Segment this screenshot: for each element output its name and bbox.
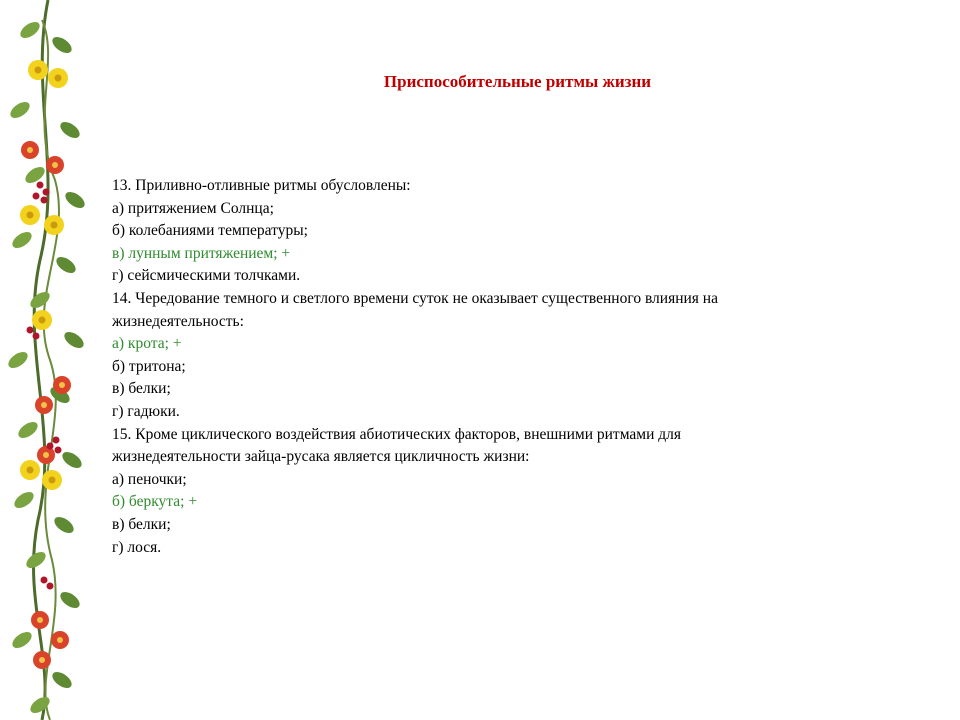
berry-shape [33, 333, 40, 340]
berry-shape [55, 447, 62, 454]
flower-center-shape [37, 617, 43, 623]
question-text: жизнедеятельность: [112, 312, 244, 330]
leaf-shape [6, 349, 31, 371]
leaf-shape [12, 489, 37, 511]
flower-center-shape [41, 402, 47, 408]
answer-option: а) притяжением Солнца; [112, 199, 274, 217]
answer-option-correct: в) лунным притяжением; + [112, 244, 291, 262]
page-title: Приспособительные ритмы жизни [383, 72, 652, 91]
question-text: 14. Чередование темного и светлого времени суток не оказывает существенного влияния на [112, 289, 718, 307]
flower-center-shape [39, 317, 46, 324]
answer-option: г) лося. [112, 538, 162, 556]
question-3 [112, 424, 892, 560]
answer-option: г) гадюки. [112, 402, 180, 420]
flower-center-shape [27, 467, 34, 474]
berry-shape [37, 182, 44, 189]
berry-shape [33, 193, 40, 200]
leaf-shape [18, 19, 43, 41]
flower-center-shape [49, 477, 56, 484]
berry-shape [53, 437, 60, 444]
leaf-shape [28, 289, 53, 311]
leaf-shape [60, 449, 85, 471]
answer-option-correct: а) крота; + [112, 335, 182, 353]
question-list [112, 175, 892, 559]
berry-shape [47, 443, 54, 450]
flower-center-shape [59, 382, 65, 388]
flower-center-shape [57, 637, 63, 643]
flower-center-shape [39, 657, 45, 663]
leaf-shape [10, 629, 35, 651]
leaf-shape [24, 549, 49, 571]
leaf-shape [23, 164, 48, 186]
leaf-shape [50, 34, 75, 56]
answer-option-correct: б) беркута; + [112, 493, 198, 511]
leaf-shape [58, 589, 83, 611]
question-text: жизнедеятельности зайца-русака является цикличность жизни: [112, 448, 530, 466]
question-1 [112, 175, 892, 288]
flower-center-shape [27, 212, 34, 219]
leaf-shape [62, 329, 87, 351]
leaf-shape [10, 229, 35, 251]
flower-center-shape [43, 452, 49, 458]
question-2 [112, 288, 892, 424]
leaf-shape [8, 99, 33, 121]
answer-option: в) белки; [112, 515, 171, 533]
leaf-shape [50, 669, 75, 691]
berry-shape [27, 327, 34, 334]
flower-center-shape [51, 222, 58, 229]
answer-option: в) белки; [112, 380, 171, 398]
answer-option: б) тритона; [112, 357, 186, 375]
answer-option: а) пеночки; [112, 470, 187, 488]
berry-shape [41, 577, 48, 584]
question-text: 15. Кроме циклического воздействия абиотических факторов, внешними ритмами для [112, 425, 682, 443]
floral-border-decoration [0, 0, 100, 720]
flower-center-shape [52, 162, 58, 168]
leaf-shape [63, 189, 88, 211]
flower-center-shape [27, 147, 33, 153]
leaf-shape [54, 254, 79, 276]
leaf-shape [58, 119, 83, 141]
berry-shape [47, 583, 54, 590]
berry-shape [41, 197, 48, 204]
leaf-shape [16, 419, 41, 441]
leaf-shape [52, 514, 77, 536]
answer-option: г) сейсмическими толчками. [112, 267, 301, 285]
question-text: 13. Приливно-отливные ритмы обусловлены: [112, 177, 411, 194]
berry-shape [43, 189, 50, 196]
answer-option: б) колебаниями температуры; [112, 222, 308, 240]
